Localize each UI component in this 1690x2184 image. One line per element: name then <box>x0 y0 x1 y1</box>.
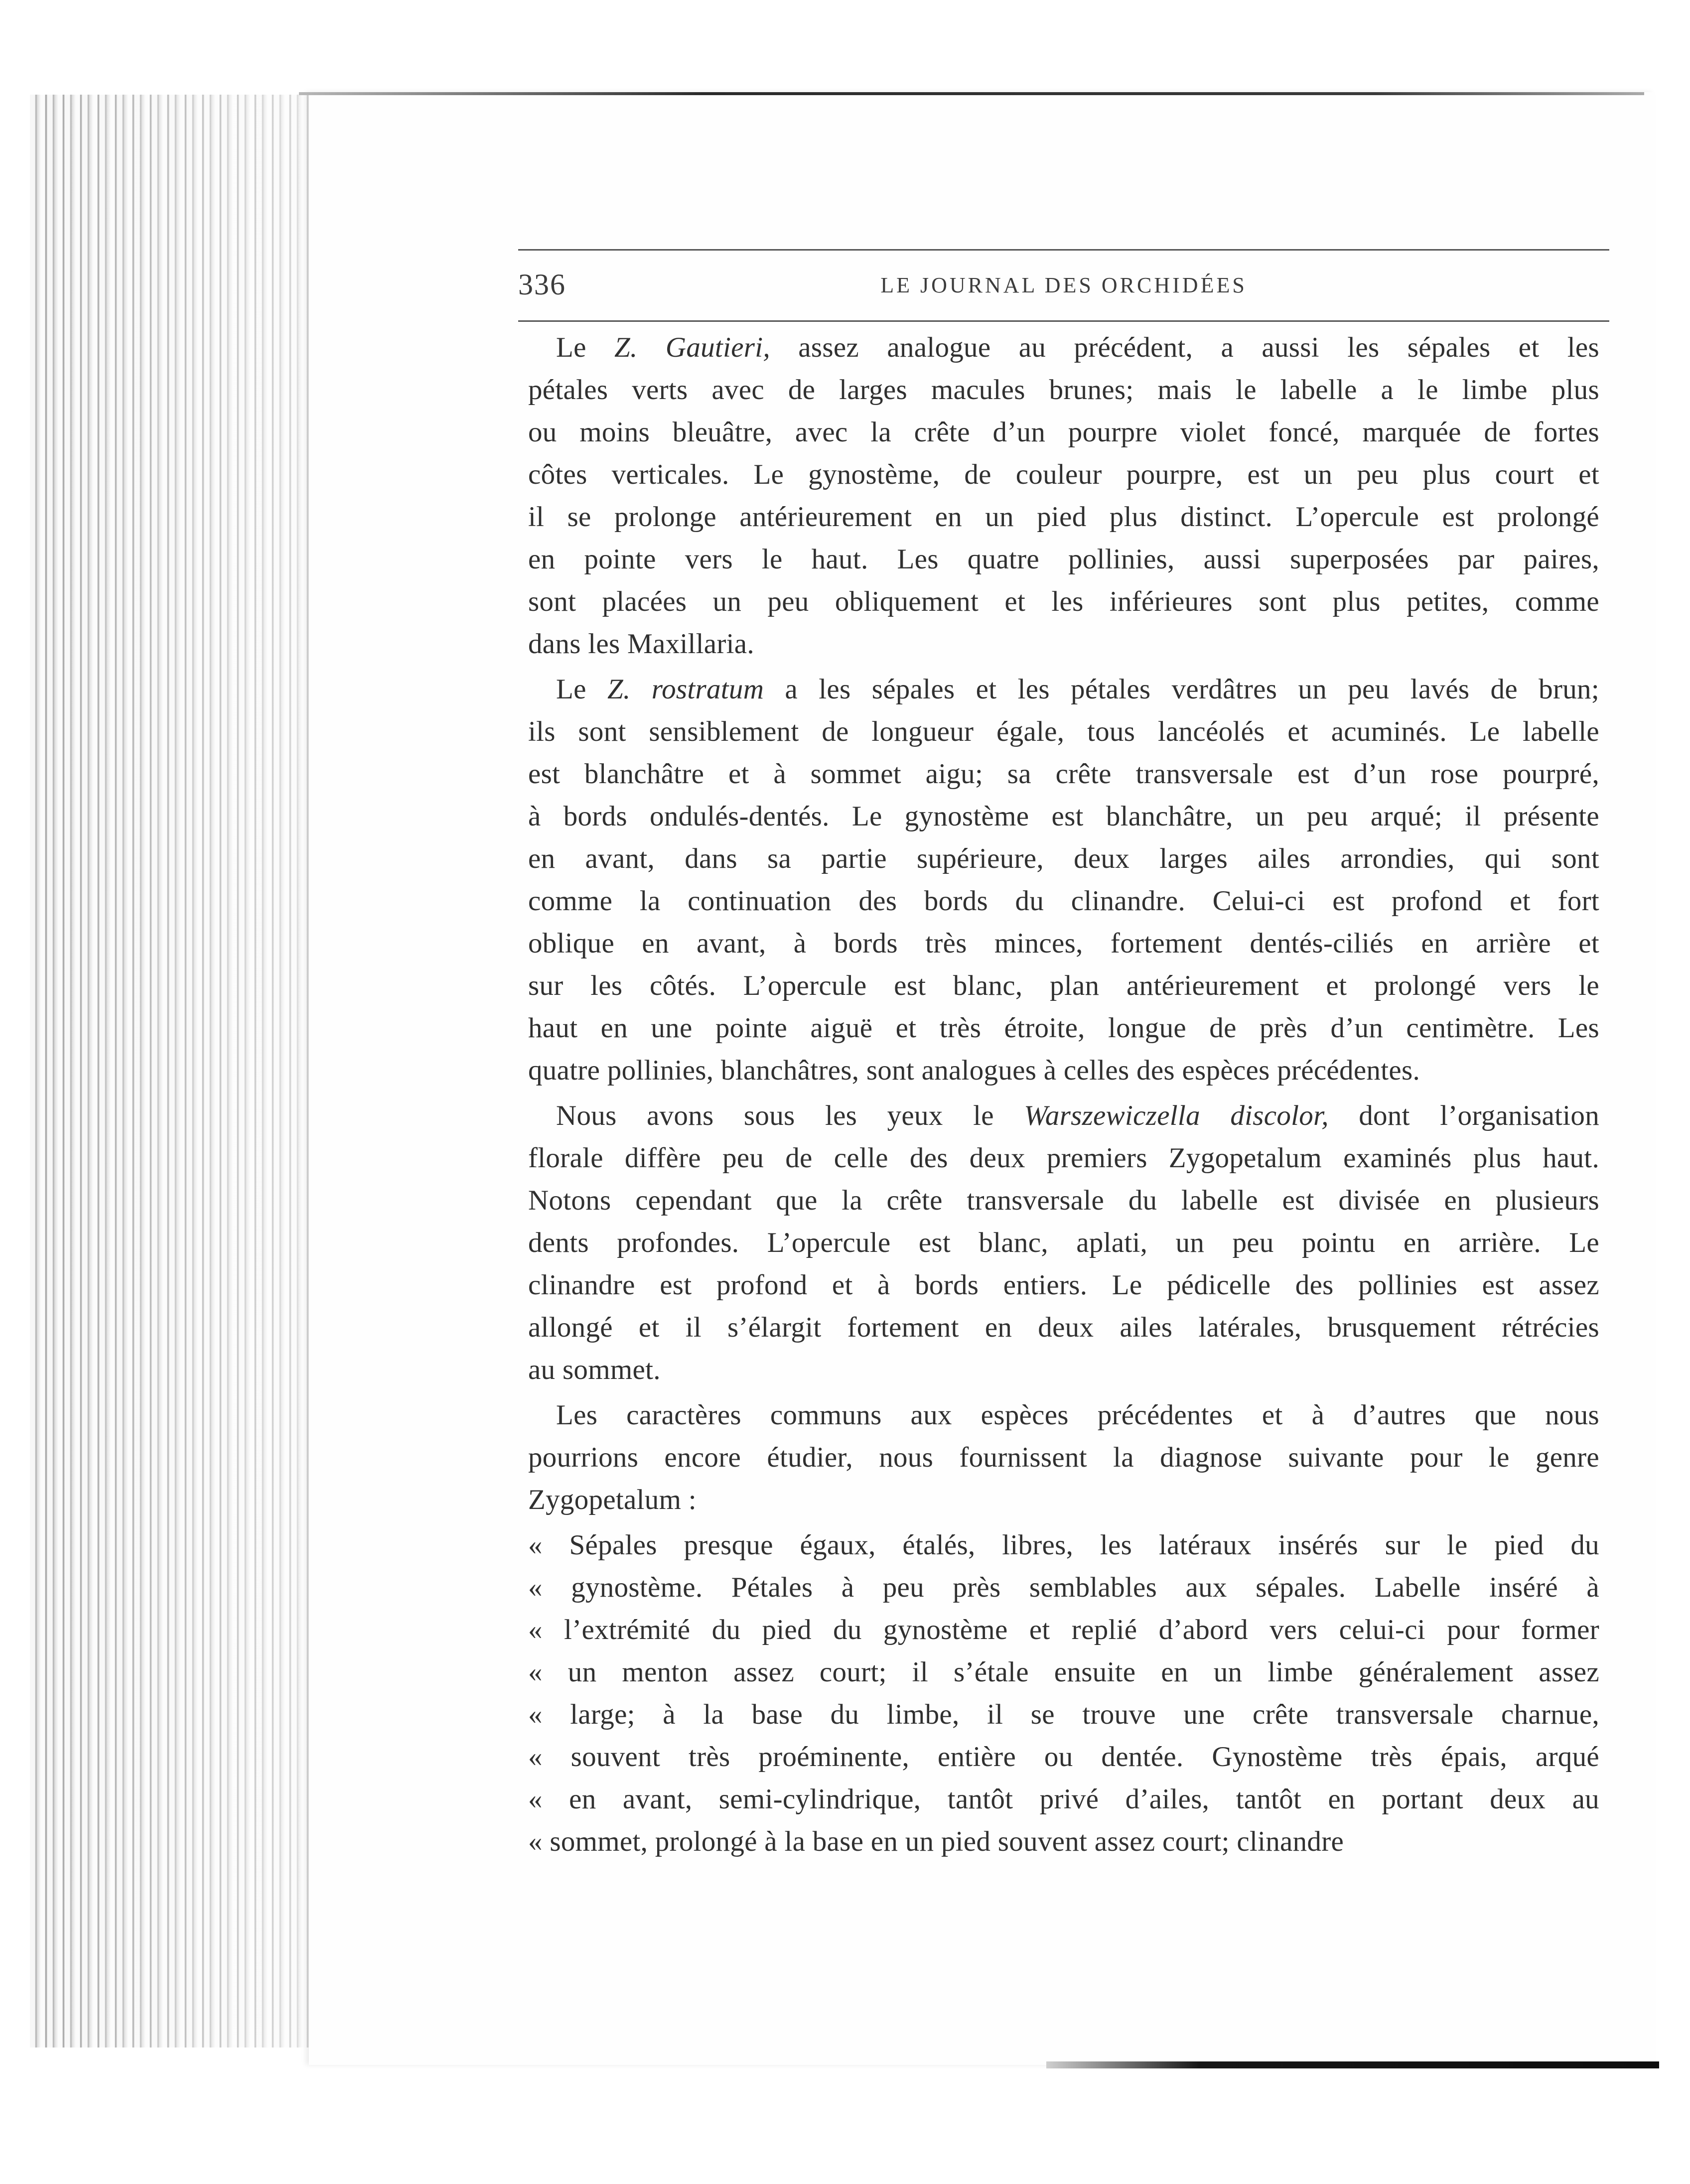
text-line: dans les Maxillaria. <box>528 628 754 660</box>
running-header <box>518 249 1609 322</box>
text-line: pétales verts avec de larges macules brunes; mais le labelle a le limbe plus <box>528 374 1599 406</box>
text-line: pourrions encore étudier, nous fournissent la diagnose suivante pour le genre <box>528 1442 1599 1473</box>
paragraph <box>528 1094 1599 1391</box>
italic-taxon: Z. Gautieri, <box>614 332 770 363</box>
text-line: « gynostème. Pétales à peu près semblables aux sépales. Labelle inséré à <box>528 1572 1599 1603</box>
text-line: Le Z. Gautieri, assez analogue au précédent, a aussi les sépales et les <box>556 332 1599 363</box>
text-line: à bords ondulés-dentés. Le gynostème est blanchâtre, un peu arqué; il présente <box>528 801 1599 832</box>
text-line: quatre pollinies, blanchâtres, sont analogues à celles des espèces précédentes. <box>528 1055 1420 1086</box>
text-line: oblique en avant, à bords très minces, fortement dentés-ciliés en arrière et <box>528 928 1599 959</box>
text-line: en pointe vers le haut. Les quatre pollinies, aussi superposées par paires, <box>528 544 1599 575</box>
scan-top-edge <box>299 92 1644 95</box>
text-line: « Sépales presque égaux, étalés, libres, les latéraux insérés sur le pied du <box>528 1529 1599 1561</box>
text-line: haut en une pointe aiguë et très étroite, longue de près d’un centimètre. Les <box>528 1012 1599 1044</box>
text-line: est blanchâtre et à sommet aigu; sa crête transversale est d’un rose pourpré, <box>528 758 1599 790</box>
text-line: « sommet, prolongé à la base en un pied souvent assez court; clinandre <box>528 1826 1344 1857</box>
text-line: clinandre est profond et à bords entiers. Le pédicelle des pollinies est assez <box>528 1269 1599 1301</box>
page-number: 336 <box>518 268 566 301</box>
text-line: Le Z. rostratum a les sépales et les pétales verdâtres un peu lavés de brun; <box>556 674 1599 705</box>
book-page-edges <box>30 95 310 2048</box>
text-line: « un menton assez court; il s’étale ensuite en un limbe généralement assez <box>528 1656 1599 1688</box>
text-line: Notons cependant que la crête transversale du labelle est divisée en plusieurs <box>528 1185 1599 1216</box>
text-line: Les caractères communs aux espèces précédentes et à d’autres que nous <box>556 1399 1599 1431</box>
scan-bottom-edge <box>1046 2061 1659 2068</box>
running-title: LE JOURNAL DES ORCHIDÉES <box>880 273 1247 297</box>
text-line: Nous avons sous les yeux le Warszewiczella discolor, dont l’organisation <box>556 1100 1599 1131</box>
italic-taxon: Z. rostratum <box>607 674 764 705</box>
paragraph <box>528 326 1599 665</box>
text-line: allongé et il s’élargit fortement en deux ailes latérales, brusquement rétrécies <box>528 1312 1599 1343</box>
text-line: il se prolonge antérieurement en un pied plus distinct. L’opercule est prolongé <box>528 501 1599 533</box>
italic-taxon: Warszewiczella discolor, <box>1024 1100 1329 1131</box>
paragraph <box>528 668 1599 1092</box>
text-line: sur les côtés. L’opercule est blanc, plan antérieurement et prolongé vers le <box>528 970 1599 1001</box>
text-line: « large; à la base du limbe, il se trouve une crête transversale charnue, <box>528 1699 1599 1730</box>
text-line: « l’extrémité du pied du gynostème et replié d’abord vers celui-ci pour former <box>528 1614 1599 1645</box>
text-line: sont placées un peu obliquement et les inférieures sont plus petites, comme <box>528 586 1599 617</box>
body-text <box>528 326 1599 1863</box>
text-line: dents profondes. L’opercule est blanc, aplati, un peu pointu en arrière. Le <box>528 1227 1599 1258</box>
text-line: « souvent très proéminente, entière ou dentée. Gynostème très épais, arqué <box>528 1741 1599 1773</box>
text-line: ou moins bleuâtre, avec la crête d’un pourpre violet foncé, marquée de fortes <box>528 416 1599 448</box>
text-line: en avant, dans sa partie supérieure, deux larges ailes arrondies, qui sont <box>528 843 1599 874</box>
text-line: florale diffère peu de celle des deux premiers Zygopetalum examinés plus haut. <box>528 1142 1599 1174</box>
paragraph <box>528 1394 1599 1521</box>
text-line: comme la continuation des bords du clinandre. Celui-ci est profond et fort <box>528 885 1599 917</box>
text-line: « en avant, semi-cylindrique, tantôt privé d’ailes, tantôt en portant deux au <box>528 1783 1599 1815</box>
text-line: Zygopetalum : <box>528 1484 697 1515</box>
text-line: côtes verticales. Le gynostème, de couleur pourpre, est un peu plus court et <box>528 459 1599 490</box>
paragraph <box>528 1524 1599 1863</box>
text-line: ils sont sensiblement de longueur égale, tous lancéolés et acuminés. Le labelle <box>528 716 1599 747</box>
text-line: au sommet. <box>528 1354 661 1385</box>
